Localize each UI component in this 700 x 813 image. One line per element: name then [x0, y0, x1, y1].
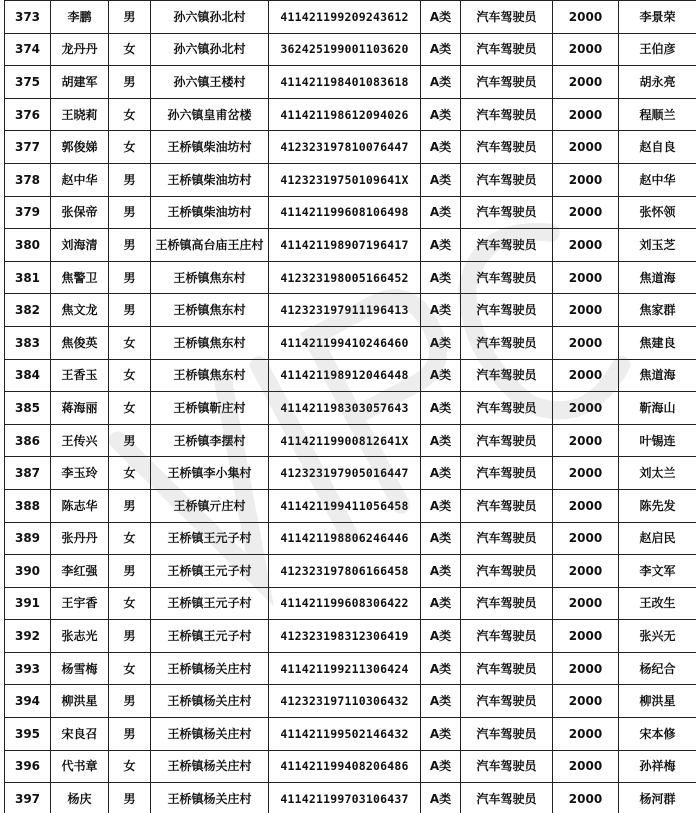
category-cell: A类 — [421, 131, 461, 164]
guarantor-cell: 李文军 — [619, 555, 697, 588]
amount-cell: 2000 — [553, 522, 619, 555]
address-cell: 王桥镇杨关庄村 — [151, 685, 269, 718]
table-row — [5, 489, 697, 522]
row-number-cell: 396 — [5, 750, 51, 783]
gender-cell: 男 — [109, 783, 151, 813]
row-number-cell: 385 — [5, 392, 51, 425]
id-number-cell: 411421198912046448 — [269, 359, 421, 392]
id-number-cell: 411421199608306422 — [269, 587, 421, 620]
amount-cell: 2000 — [553, 424, 619, 457]
address-cell: 孙六镇王楼村 — [151, 66, 269, 99]
guarantor-cell: 张兴无 — [619, 620, 697, 653]
table-row — [5, 261, 697, 294]
address-cell: 王桥镇柴油坊村 — [151, 196, 269, 229]
guarantor-cell: 赵中华 — [619, 163, 697, 196]
id-number-cell: 41142119900812641X — [269, 424, 421, 457]
guarantor-cell: 王伯彦 — [619, 33, 697, 66]
id-number-cell: 412323197905016447 — [269, 457, 421, 490]
amount-cell: 2000 — [553, 33, 619, 66]
category-cell: A类 — [421, 229, 461, 262]
guarantor-cell: 焦道海 — [619, 359, 697, 392]
name-cell: 王传兴 — [51, 424, 109, 457]
row-number-cell: 383 — [5, 326, 51, 359]
guarantor-cell: 刘太兰 — [619, 457, 697, 490]
occupation-cell: 汽车驾驶员 — [461, 685, 553, 718]
gender-cell: 男 — [109, 196, 151, 229]
id-number-cell: 411421199209243612 — [269, 1, 421, 34]
gender-cell: 男 — [109, 685, 151, 718]
occupation-cell: 汽车驾驶员 — [461, 522, 553, 555]
guarantor-cell: 宋本修 — [619, 718, 697, 751]
name-cell: 张保帝 — [51, 196, 109, 229]
id-number-cell: 411421199411056458 — [269, 489, 421, 522]
table-row — [5, 457, 697, 490]
address-cell: 孙六镇孙北村 — [151, 33, 269, 66]
amount-cell: 2000 — [553, 229, 619, 262]
gender-cell: 女 — [109, 131, 151, 164]
row-number-cell: 375 — [5, 66, 51, 99]
guarantor-cell: 靳海山 — [619, 392, 697, 425]
row-number-cell: 380 — [5, 229, 51, 262]
guarantor-cell: 李景荣 — [619, 1, 697, 34]
category-cell: A类 — [421, 685, 461, 718]
guarantor-cell: 陈先发 — [619, 489, 697, 522]
occupation-cell: 汽车驾驶员 — [461, 750, 553, 783]
row-number-cell: 378 — [5, 163, 51, 196]
name-cell: 陈志华 — [51, 489, 109, 522]
name-cell: 王香玉 — [51, 359, 109, 392]
name-cell: 代书章 — [51, 750, 109, 783]
table-row — [5, 326, 697, 359]
name-cell: 赵中华 — [51, 163, 109, 196]
amount-cell: 2000 — [553, 196, 619, 229]
occupation-cell: 汽车驾驶员 — [461, 359, 553, 392]
gender-cell: 男 — [109, 66, 151, 99]
name-cell: 焦警卫 — [51, 261, 109, 294]
row-number-cell: 376 — [5, 98, 51, 131]
table-row — [5, 33, 697, 66]
name-cell: 宋良召 — [51, 718, 109, 751]
id-number-cell: 411421198806246446 — [269, 522, 421, 555]
occupation-cell: 汽车驾驶员 — [461, 66, 553, 99]
table-row — [5, 522, 697, 555]
id-number-cell: 412323197806166458 — [269, 555, 421, 588]
table-row — [5, 66, 697, 99]
table-row — [5, 620, 697, 653]
amount-cell: 2000 — [553, 587, 619, 620]
id-number-cell: 411421198907196417 — [269, 229, 421, 262]
table-body — [5, 1, 697, 813]
occupation-cell: 汽车驾驶员 — [461, 229, 553, 262]
row-number-cell: 394 — [5, 685, 51, 718]
guarantor-cell: 杨河群 — [619, 783, 697, 813]
address-cell: 王桥镇靳庄村 — [151, 392, 269, 425]
name-cell: 张丹丹 — [51, 522, 109, 555]
row-number-cell: 374 — [5, 33, 51, 66]
category-cell: A类 — [421, 261, 461, 294]
gender-cell: 男 — [109, 489, 151, 522]
row-number-cell: 384 — [5, 359, 51, 392]
occupation-cell: 汽车驾驶员 — [461, 392, 553, 425]
gender-cell: 女 — [109, 457, 151, 490]
gender-cell: 女 — [109, 652, 151, 685]
occupation-cell: 汽车驾驶员 — [461, 261, 553, 294]
guarantor-cell: 程顺兰 — [619, 98, 697, 131]
amount-cell: 2000 — [553, 685, 619, 718]
amount-cell: 2000 — [553, 131, 619, 164]
table-row — [5, 163, 697, 196]
address-cell: 王桥镇柴油坊村 — [151, 131, 269, 164]
table-row — [5, 294, 697, 327]
row-number-cell: 382 — [5, 294, 51, 327]
name-cell: 杨庆 — [51, 783, 109, 813]
amount-cell: 2000 — [553, 457, 619, 490]
id-number-cell: 411421198303057643 — [269, 392, 421, 425]
occupation-cell: 汽车驾驶员 — [461, 424, 553, 457]
address-cell: 王桥镇王元子村 — [151, 522, 269, 555]
row-number-cell: 389 — [5, 522, 51, 555]
guarantor-cell: 刘玉芝 — [619, 229, 697, 262]
guarantor-cell: 孙祥梅 — [619, 750, 697, 783]
name-cell: 蒋海丽 — [51, 392, 109, 425]
amount-cell: 2000 — [553, 392, 619, 425]
row-number-cell: 387 — [5, 457, 51, 490]
name-cell: 李鹏 — [51, 1, 109, 34]
occupation-cell: 汽车驾驶员 — [461, 294, 553, 327]
amount-cell: 2000 — [553, 652, 619, 685]
row-number-cell: 377 — [5, 131, 51, 164]
category-cell: A类 — [421, 1, 461, 34]
name-cell: 刘海清 — [51, 229, 109, 262]
amount-cell: 2000 — [553, 98, 619, 131]
roster-table — [4, 0, 696, 813]
name-cell: 李玉玲 — [51, 457, 109, 490]
category-cell: A类 — [421, 326, 461, 359]
id-number-cell: 412323197110306432 — [269, 685, 421, 718]
address-cell: 王桥镇李摆村 — [151, 424, 269, 457]
gender-cell: 男 — [109, 620, 151, 653]
occupation-cell: 汽车驾驶员 — [461, 718, 553, 751]
row-number-cell: 379 — [5, 196, 51, 229]
id-number-cell: 41232319750109641X — [269, 163, 421, 196]
table-row — [5, 424, 697, 457]
gender-cell: 女 — [109, 359, 151, 392]
amount-cell: 2000 — [553, 66, 619, 99]
id-number-cell: 412323198312306419 — [269, 620, 421, 653]
address-cell: 王桥镇杨关庄村 — [151, 783, 269, 813]
occupation-cell: 汽车驾驶员 — [461, 587, 553, 620]
category-cell: A类 — [421, 750, 461, 783]
row-number-cell: 388 — [5, 489, 51, 522]
gender-cell: 女 — [109, 98, 151, 131]
table-row — [5, 229, 697, 262]
category-cell: A类 — [421, 555, 461, 588]
occupation-cell: 汽车驾驶员 — [461, 131, 553, 164]
category-cell: A类 — [421, 652, 461, 685]
table-row — [5, 1, 697, 34]
category-cell: A类 — [421, 620, 461, 653]
id-number-cell: 412323197911196413 — [269, 294, 421, 327]
id-number-cell: 411421198612094026 — [269, 98, 421, 131]
gender-cell: 男 — [109, 718, 151, 751]
name-cell: 张志光 — [51, 620, 109, 653]
address-cell: 孙六镇皇甫岔楼 — [151, 98, 269, 131]
name-cell: 李红强 — [51, 555, 109, 588]
id-number-cell: 362425199001103620 — [269, 33, 421, 66]
address-cell: 王桥镇亓庄村 — [151, 489, 269, 522]
address-cell: 孙六镇孙北村 — [151, 1, 269, 34]
address-cell: 王桥镇焦东村 — [151, 261, 269, 294]
table-row — [5, 783, 697, 813]
name-cell: 柳洪星 — [51, 685, 109, 718]
gender-cell: 男 — [109, 555, 151, 588]
table-row — [5, 555, 697, 588]
guarantor-cell: 焦道海 — [619, 261, 697, 294]
address-cell: 王桥镇王元子村 — [151, 620, 269, 653]
gender-cell: 男 — [109, 163, 151, 196]
category-cell: A类 — [421, 587, 461, 620]
gender-cell: 男 — [109, 294, 151, 327]
category-cell: A类 — [421, 457, 461, 490]
amount-cell: 2000 — [553, 783, 619, 813]
address-cell: 王桥镇柴油坊村 — [151, 163, 269, 196]
name-cell: 杨雪梅 — [51, 652, 109, 685]
document-page — [4, 0, 696, 813]
guarantor-cell: 胡永亮 — [619, 66, 697, 99]
gender-cell: 男 — [109, 1, 151, 34]
category-cell: A类 — [421, 163, 461, 196]
name-cell: 王晓莉 — [51, 98, 109, 131]
occupation-cell: 汽车驾驶员 — [461, 555, 553, 588]
id-number-cell: 411421199608106498 — [269, 196, 421, 229]
guarantor-cell: 张怀领 — [619, 196, 697, 229]
amount-cell: 2000 — [553, 555, 619, 588]
occupation-cell: 汽车驾驶员 — [461, 489, 553, 522]
address-cell: 王桥镇焦东村 — [151, 294, 269, 327]
address-cell: 王桥镇李小集村 — [151, 457, 269, 490]
table-row — [5, 750, 697, 783]
address-cell: 王桥镇高台庙王庄村 — [151, 229, 269, 262]
id-number-cell: 412323198005166452 — [269, 261, 421, 294]
guarantor-cell: 焦建良 — [619, 326, 697, 359]
category-cell: A类 — [421, 424, 461, 457]
table-row — [5, 652, 697, 685]
amount-cell: 2000 — [553, 359, 619, 392]
occupation-cell: 汽车驾驶员 — [461, 620, 553, 653]
occupation-cell: 汽车驾驶员 — [461, 326, 553, 359]
occupation-cell: 汽车驾驶员 — [461, 98, 553, 131]
amount-cell: 2000 — [553, 718, 619, 751]
gender-cell: 女 — [109, 587, 151, 620]
address-cell: 王桥镇焦东村 — [151, 359, 269, 392]
amount-cell: 2000 — [553, 750, 619, 783]
name-cell: 焦文龙 — [51, 294, 109, 327]
category-cell: A类 — [421, 33, 461, 66]
gender-cell: 女 — [109, 750, 151, 783]
gender-cell: 女 — [109, 33, 151, 66]
category-cell: A类 — [421, 489, 461, 522]
id-number-cell: 411421198401083618 — [269, 66, 421, 99]
name-cell: 胡建军 — [51, 66, 109, 99]
gender-cell: 女 — [109, 392, 151, 425]
id-number-cell: 412323197810076447 — [269, 131, 421, 164]
occupation-cell: 汽车驾驶员 — [461, 652, 553, 685]
category-cell: A类 — [421, 718, 461, 751]
amount-cell: 2000 — [553, 1, 619, 34]
amount-cell: 2000 — [553, 489, 619, 522]
row-number-cell: 397 — [5, 783, 51, 813]
address-cell: 王桥镇杨关庄村 — [151, 718, 269, 751]
guarantor-cell: 赵自良 — [619, 131, 697, 164]
address-cell: 王桥镇王元子村 — [151, 555, 269, 588]
name-cell: 焦俊英 — [51, 326, 109, 359]
table-row — [5, 196, 697, 229]
amount-cell: 2000 — [553, 326, 619, 359]
gender-cell: 男 — [109, 229, 151, 262]
table-row — [5, 359, 697, 392]
amount-cell: 2000 — [553, 620, 619, 653]
row-number-cell: 392 — [5, 620, 51, 653]
row-number-cell: 386 — [5, 424, 51, 457]
occupation-cell: 汽车驾驶员 — [461, 33, 553, 66]
name-cell: 王宇香 — [51, 587, 109, 620]
occupation-cell: 汽车驾驶员 — [461, 196, 553, 229]
guarantor-cell: 杨纪合 — [619, 652, 697, 685]
gender-cell: 女 — [109, 522, 151, 555]
guarantor-cell: 柳洪星 — [619, 685, 697, 718]
category-cell: A类 — [421, 392, 461, 425]
table-row — [5, 392, 697, 425]
address-cell: 王桥镇杨关庄村 — [151, 652, 269, 685]
guarantor-cell: 叶锡连 — [619, 424, 697, 457]
row-number-cell: 390 — [5, 555, 51, 588]
address-cell: 王桥镇杨关庄村 — [151, 750, 269, 783]
category-cell: A类 — [421, 66, 461, 99]
table-row — [5, 98, 697, 131]
table-row — [5, 718, 697, 751]
occupation-cell: 汽车驾驶员 — [461, 783, 553, 813]
guarantor-cell: 王改生 — [619, 587, 697, 620]
amount-cell: 2000 — [553, 261, 619, 294]
amount-cell: 2000 — [553, 163, 619, 196]
category-cell: A类 — [421, 522, 461, 555]
address-cell: 王桥镇王元子村 — [151, 587, 269, 620]
guarantor-cell: 焦家群 — [619, 294, 697, 327]
table-row — [5, 587, 697, 620]
id-number-cell: 411421199703106437 — [269, 783, 421, 813]
gender-cell: 男 — [109, 424, 151, 457]
occupation-cell: 汽车驾驶员 — [461, 457, 553, 490]
amount-cell: 2000 — [553, 294, 619, 327]
category-cell: A类 — [421, 98, 461, 131]
guarantor-cell: 赵启民 — [619, 522, 697, 555]
address-cell: 王桥镇焦东村 — [151, 326, 269, 359]
occupation-cell: 汽车驾驶员 — [461, 163, 553, 196]
category-cell: A类 — [421, 359, 461, 392]
category-cell: A类 — [421, 783, 461, 813]
name-cell: 龙丹丹 — [51, 33, 109, 66]
row-number-cell: 373 — [5, 1, 51, 34]
gender-cell: 男 — [109, 261, 151, 294]
name-cell: 郭俊娣 — [51, 131, 109, 164]
row-number-cell: 395 — [5, 718, 51, 751]
category-cell: A类 — [421, 294, 461, 327]
id-number-cell: 411421199502146432 — [269, 718, 421, 751]
gender-cell: 女 — [109, 326, 151, 359]
id-number-cell: 411421199410246460 — [269, 326, 421, 359]
occupation-cell: 汽车驾驶员 — [461, 1, 553, 34]
table-row — [5, 685, 697, 718]
row-number-cell: 391 — [5, 587, 51, 620]
category-cell: A类 — [421, 196, 461, 229]
table-row — [5, 131, 697, 164]
row-number-cell: 393 — [5, 652, 51, 685]
row-number-cell: 381 — [5, 261, 51, 294]
id-number-cell: 411421199211306424 — [269, 652, 421, 685]
id-number-cell: 411421199408206486 — [269, 750, 421, 783]
